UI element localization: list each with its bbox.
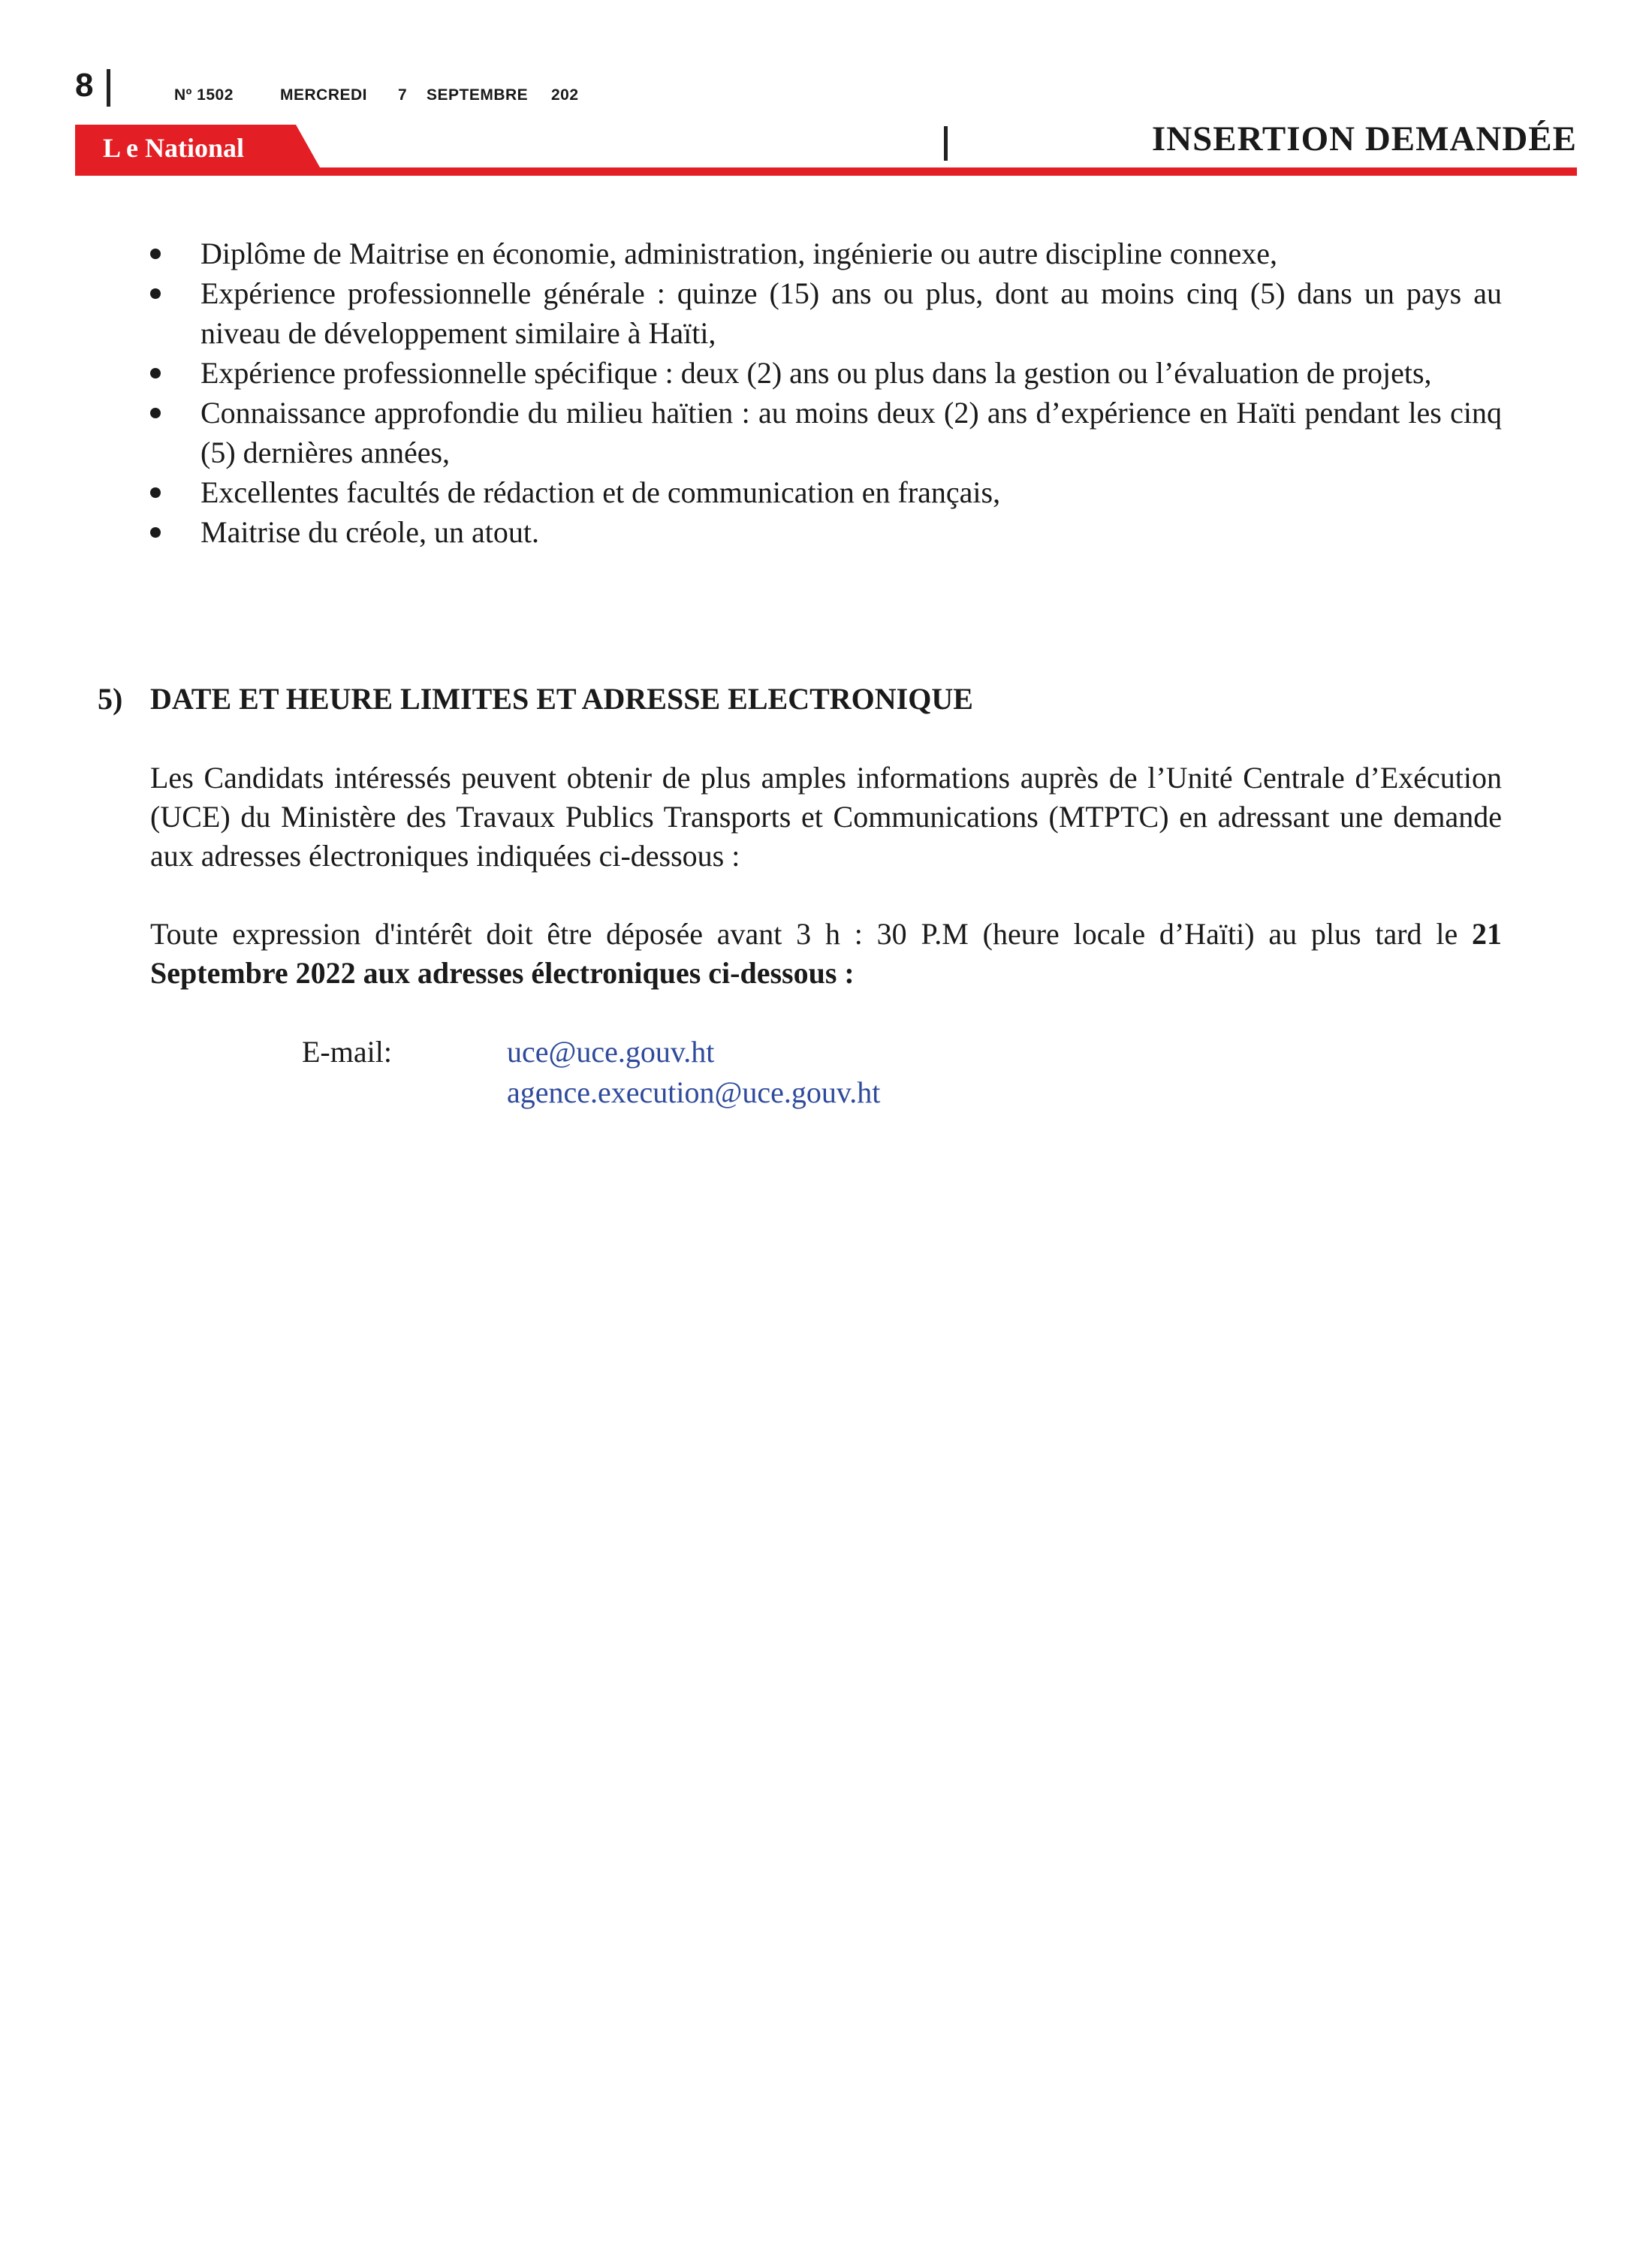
issue-month: SEPTEMBRE — [427, 86, 529, 104]
list-item — [150, 273, 1502, 353]
email-link-uce[interactable]: uce@uce.gouv.ht — [507, 1035, 715, 1069]
issue-day: MERCREDI — [280, 86, 368, 104]
bullet-icon — [150, 527, 161, 538]
email-label: E-mail: — [302, 1035, 392, 1069]
bullet-icon — [150, 408, 161, 418]
list-item — [150, 472, 1502, 512]
bullet-icon — [150, 249, 161, 259]
list-item-text: Expérience professionnelle spécifique : deux (2) ans ou plus dans la gestion ou l’évaluation de projets, — [200, 356, 1432, 390]
qualification-list — [150, 234, 1502, 552]
list-item-text: Connaissance approfondie du milieu haïtien : au moins deux (2) ans d’expérience en Haïti pendant les cinq (5) dernières années, — [200, 396, 1502, 469]
section-title: INSERTION DEMANDÉE — [1151, 119, 1577, 158]
list-item-text: Diplôme de Maitrise en économie, administration, ingénierie ou autre discipline connexe, — [200, 237, 1278, 270]
section-heading-text: DATE ET HEURE LIMITES ET ADRESSE ELECTRONIQUE — [150, 682, 973, 716]
email-link-agence[interactable]: agence.execution@uce.gouv.ht — [507, 1075, 881, 1109]
deadline-text: Toute expression d'intérêt doit être déposée avant 3 h : 30 P.M (heure locale d’Haïti) au plus tard le — [150, 917, 1458, 951]
issue-number: Nº 1502 — [174, 86, 234, 104]
issue-year: 202 — [551, 86, 579, 104]
info-paragraph: Les Candidats intéressés peuvent obtenir de plus amples informations auprès de l’Unité Centrale d’Exécution (UCE) du Ministère des Travaux Publics Transports et Communications (MTPTC) en adressant une demande aux adresses électroniques indiquées ci-dessous : — [150, 761, 1502, 873]
bullet-icon — [150, 368, 161, 379]
bullet-icon — [150, 487, 161, 498]
masthead-logo-text: L e National — [103, 133, 245, 163]
bullet-icon — [150, 288, 161, 299]
list-item — [150, 353, 1502, 393]
list-item — [150, 234, 1502, 273]
page-number: 8 — [75, 67, 94, 104]
deadline-date: 21 Septembre 2022 aux adresses électroniques ci-dessous : — [150, 917, 1503, 990]
list-item — [150, 393, 1502, 472]
list-item-text: Excellentes facultés de rédaction et de communication en français, — [200, 475, 1001, 509]
issue-date: 7 — [398, 86, 408, 104]
section-number: 5) — [98, 682, 123, 716]
deadline-paragraph — [150, 915, 1502, 993]
list-item-text: Maitrise du créole, un atout. — [200, 515, 539, 549]
list-item — [150, 512, 1502, 552]
list-item-text: Expérience professionnelle générale : quinze (15) ans ou plus, dont au moins cinq (5) dans un pays au niveau de développement similaire à Haïti, — [200, 276, 1502, 350]
section-heading — [98, 679, 973, 719]
